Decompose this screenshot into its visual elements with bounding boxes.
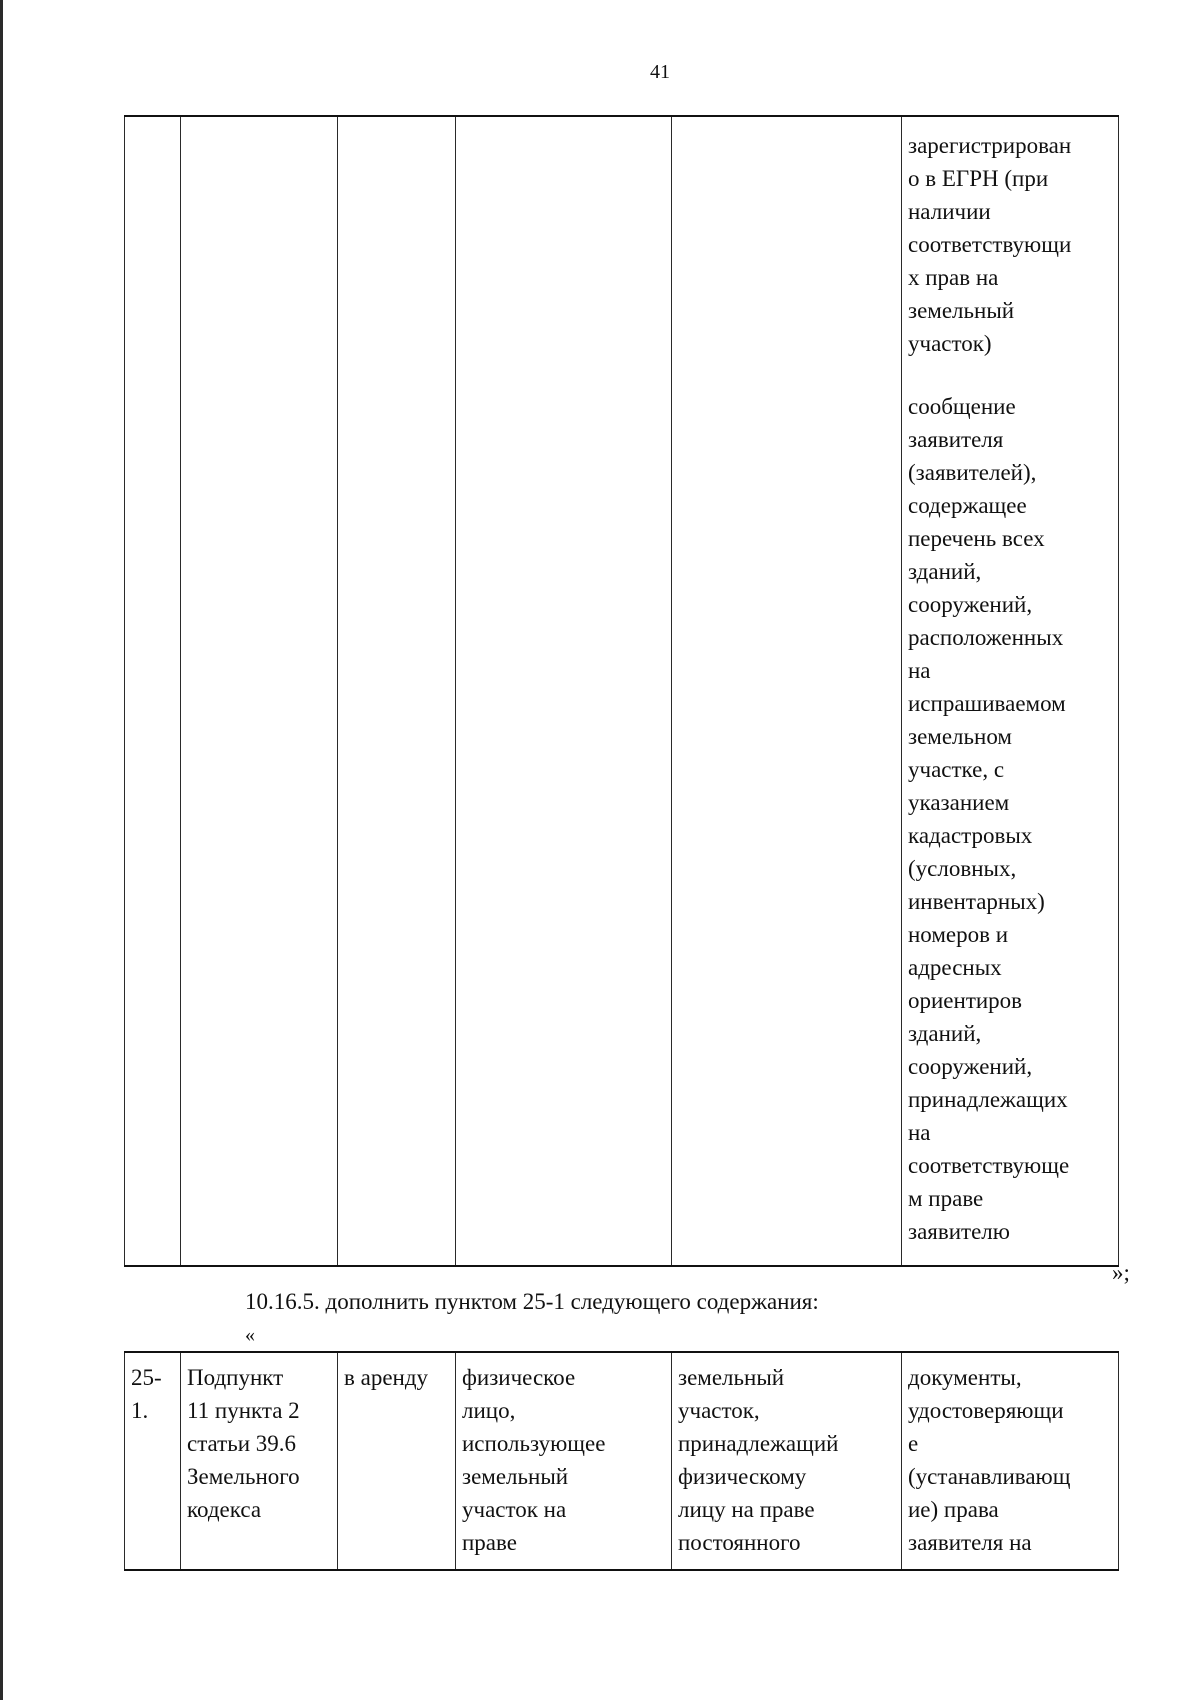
scan-edge-mark <box>0 0 3 1700</box>
table-cell-applicant: физическое лицо, использующее земельный участок на праве <box>456 1352 672 1570</box>
table-cell-form <box>338 116 456 1266</box>
table-cell-documents <box>902 116 1119 1266</box>
table-cell-land-plot <box>672 116 902 1266</box>
table-cell-number: 25- 1. <box>125 1352 181 1570</box>
documents-table-continued <box>124 115 1119 1267</box>
table-row <box>125 116 1119 1266</box>
table-cell-documents: документы, удостоверяющи е (устанавливающ ие) права заявителя на <box>902 1352 1119 1570</box>
opening-quote: « <box>245 1324 255 1346</box>
documents-table-new-item <box>124 1351 1119 1571</box>
documents-paragraph: сообщение заявителя (заявителей), содержащее перечень всех зданий, сооружений, расположенных на испрашиваемом земельном участке, с указанием кадастровых (условных, инвентарных) номеров и адресных ориентиров зданий, сооружений, принадлежащих на соответствующе м праве заявителю <box>908 394 1070 1244</box>
table-cell-legal-basis: Подпункт 11 пункта 2 статьи 39.6 Земельного кодекса <box>181 1352 338 1570</box>
table-row <box>125 1352 1119 1570</box>
table-cell-land-plot: земельный участок, принадлежащий физическому лицу на праве постоянного <box>672 1352 902 1570</box>
table-cell-applicant <box>456 116 672 1266</box>
amendment-instruction: 10.16.5. дополнить пунктом 25-1 следующего содержания: <box>245 1289 819 1314</box>
page-number: 41 <box>650 61 670 83</box>
documents-paragraph: зарегистрирован о в ЕГРН (при наличии соответствующи х прав на земельный участок) <box>908 133 1072 356</box>
table-cell-legal-basis <box>181 116 338 1266</box>
table-cell-form: в аренду <box>338 1352 456 1570</box>
table-cell-number <box>125 116 181 1266</box>
closing-quote: »; <box>1112 1260 1130 1285</box>
